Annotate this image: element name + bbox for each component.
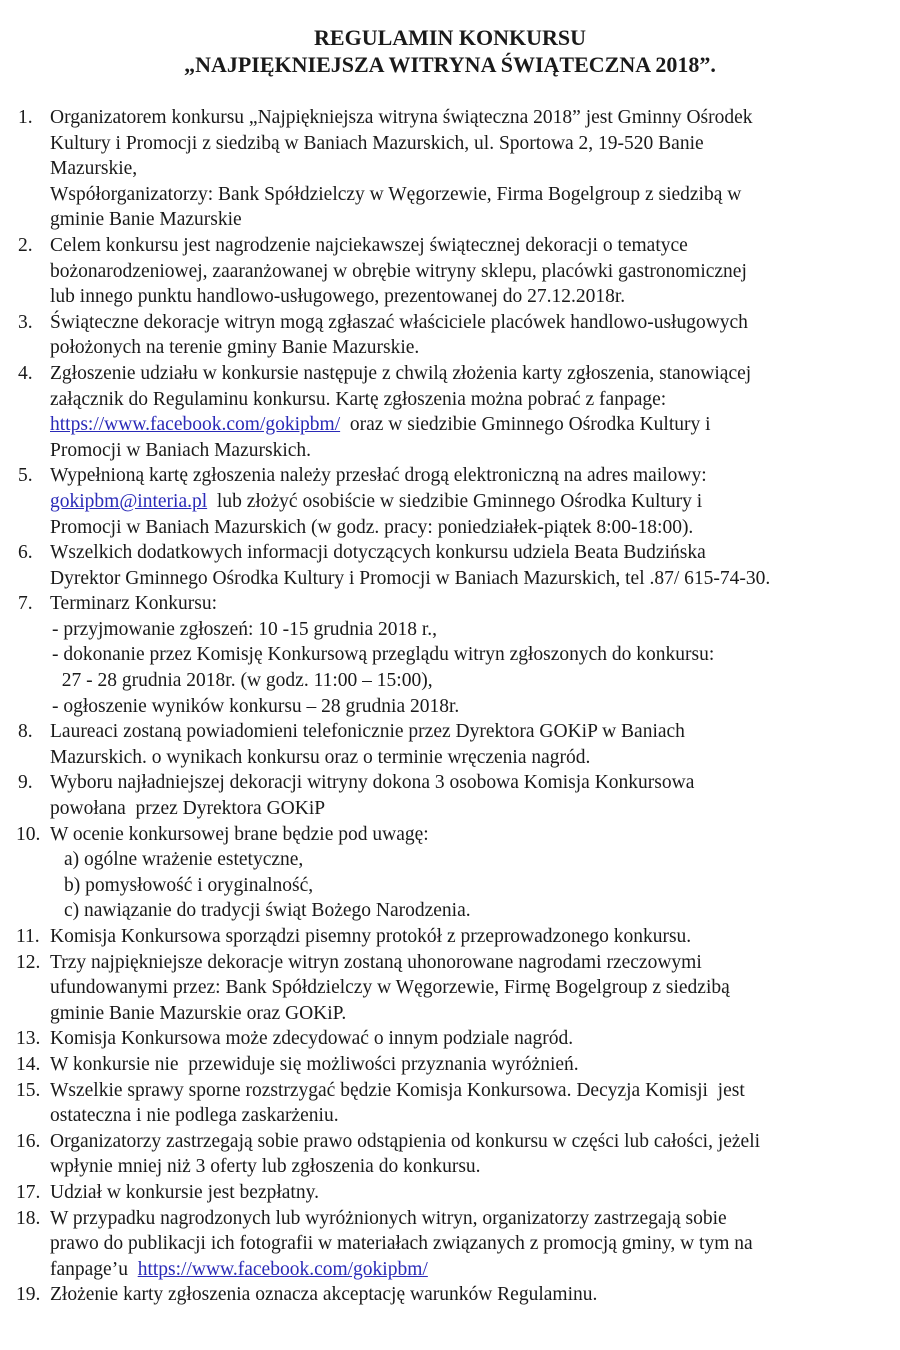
rule-item bbox=[0, 1078, 880, 1129]
schedule-item: - ogłoszenie wyników konkursu – 28 grudnia 2018r. bbox=[52, 695, 460, 717]
rule-item bbox=[0, 1206, 880, 1283]
facebook-link[interactable]: https://www.facebook.com/gokipbm/ bbox=[50, 414, 341, 436]
rule-number: 5. bbox=[18, 465, 33, 487]
rule-number: 11. bbox=[16, 926, 40, 947]
rule-item bbox=[0, 1282, 880, 1308]
rule-text: Dyrektor Gminnego Ośrodka Kultury i Promocji w Baniach Mazurskich, tel .87/ 615-74-30. bbox=[50, 567, 771, 589]
rule-text: wpłynie mniej niż 3 oferty lub zgłoszenia do konkursu. bbox=[50, 1156, 481, 1178]
schedule-item: 27 - 28 grudnia 2018r. (w godz. 11:00 – 15:00), bbox=[52, 670, 433, 692]
rule-item bbox=[0, 1052, 880, 1078]
rule-item bbox=[0, 233, 880, 310]
rule-text: Organizatorzy zastrzegają sobie prawo odstąpienia od konkursu w części lub całości, jeżeli bbox=[50, 1130, 761, 1152]
rule-item bbox=[0, 310, 880, 361]
rule-text-with-link bbox=[50, 1257, 880, 1283]
rule-text: Złożenie karty zgłoszenia oznacza akceptację warunków Regulaminu. bbox=[50, 1284, 598, 1306]
rules-list bbox=[0, 105, 880, 1308]
rule-item bbox=[0, 591, 880, 719]
rule-text: Wyboru najładniejszej dekoracji witryny dokona 3 osobowa Komisja Konkursowa bbox=[50, 772, 695, 794]
rule-text: ostateczna i nie podlega zaskarżeniu. bbox=[50, 1105, 339, 1127]
rule-text: oraz w siedzibie Gminnego Ośrodka Kultury i bbox=[340, 414, 711, 436]
rule-text: powołana przez Dyrektora GOKiP bbox=[50, 798, 326, 820]
rule-item bbox=[0, 1026, 880, 1052]
rule-item bbox=[0, 719, 880, 770]
rule-item bbox=[0, 361, 880, 463]
rule-text: położonych na terenie gminy Banie Mazurskie. bbox=[50, 337, 420, 359]
rule-text: Świąteczne dekoracje witryn mogą zgłaszać właściciele placówek handlowo-usługowych bbox=[50, 311, 748, 333]
schedule-item: - dokonanie przez Komisję Konkursową przeglądu witryn zgłoszonych do konkursu: bbox=[52, 644, 715, 666]
rule-item bbox=[0, 1180, 880, 1206]
rule-number: 12. bbox=[16, 951, 41, 973]
rule-number: 19. bbox=[16, 1284, 41, 1306]
rule-number: 4. bbox=[18, 362, 33, 384]
rule-text: lub złożyć osobiście w siedzibie Gminnego Ośrodka Kultury i bbox=[207, 490, 703, 512]
rule-number: 13. bbox=[16, 1028, 41, 1050]
rule-item bbox=[0, 822, 880, 924]
rule-text: W ocenie konkursowej brane będzie pod uwagę: bbox=[50, 823, 429, 845]
rule-number: 17. bbox=[16, 1181, 41, 1203]
schedule-item: - przyjmowanie zgłoszeń: 10 -15 grudnia 2018 r., bbox=[52, 618, 438, 640]
rule-text: gminie Banie Mazurskie bbox=[50, 209, 242, 231]
rule-text: Komisja Konkursowa sporządzi pisemny protokół z przeprowadzonego konkursu. bbox=[50, 926, 692, 947]
rule-item bbox=[0, 1129, 880, 1180]
rule-item bbox=[0, 463, 880, 540]
rule-text: Mazurskich. o wynikach konkursu oraz o terminie wręczenia nagród. bbox=[50, 746, 591, 768]
rule-text: Zgłoszenie udziału w konkursie następuje z chwilą złożenia karty zgłoszenia, stanowiącej bbox=[50, 362, 752, 384]
rule-number: 7. bbox=[18, 593, 33, 615]
rule-item bbox=[0, 950, 880, 1027]
criteria-item: a) ogólne wrażenie estetyczne, bbox=[64, 849, 304, 871]
facebook-link[interactable]: https://www.facebook.com/gokipbm/ bbox=[137, 1258, 428, 1280]
rule-number: 14. bbox=[16, 1053, 41, 1075]
rule-number: 2. bbox=[18, 234, 33, 256]
rule-number: 1. bbox=[18, 107, 33, 128]
rule-text: Organizatorem konkursu „Najpiękniejsza witryna świąteczna 2018” jest Gminny Ośrodek bbox=[50, 107, 753, 128]
rule-number: 8. bbox=[18, 721, 33, 743]
document-title: REGULAMIN KONKURSU bbox=[314, 25, 586, 50]
rule-text-with-link bbox=[50, 489, 880, 515]
rule-text: Wszelkie sprawy sporne rozstrzygać będzie Komisja Konkursowa. Decyzja Komisji jest bbox=[50, 1079, 745, 1101]
rule-number: 9. bbox=[18, 772, 33, 794]
document-subtitle: „NAJPIĘKNIEJSZA WITRYNA ŚWIĄTECZNA 2018”. bbox=[184, 52, 716, 77]
rule-text: Promocji w Baniach Mazurskich (w godz. pracy: poniedziałek-piątek 8:00-18:00). bbox=[50, 516, 694, 538]
rule-text: Mazurskie, bbox=[50, 158, 138, 180]
rule-item bbox=[0, 924, 880, 950]
rule-number: 10. bbox=[16, 823, 41, 845]
rule-text: Celem konkursu jest nagrodzenie najciekawszej świątecznej dekoracji o tematyce bbox=[50, 234, 688, 256]
rule-text: ufundowanymi przez: Bank Spółdzielczy w Węgorzewie, Firmę Bogelgroup z siedzibą bbox=[50, 977, 730, 999]
criteria-item: c) nawiązanie do tradycji świąt Bożego Narodzenia. bbox=[64, 900, 471, 922]
rule-text: Wszelkich dodatkowych informacji dotyczących konkursu udziela Beata Budzińska bbox=[50, 542, 706, 564]
rule-text: W przypadku nagrodzonych lub wyróżnionych witryn, organizatorzy zastrzegają sobie bbox=[50, 1207, 727, 1229]
rule-text: załącznik do Regulaminu konkursu. Kartę zgłoszenia można pobrać z fanpage: bbox=[50, 388, 667, 410]
rule-text: lub innego punktu handlowo-usługowego, prezentowanej do 27.12.2018r. bbox=[50, 286, 626, 308]
rule-item bbox=[0, 105, 880, 233]
rule-text: Promocji w Baniach Mazurskich. bbox=[50, 439, 312, 461]
rule-text: Laureaci zostaną powiadomieni telefonicznie przez Dyrektora GOKiP w Baniach bbox=[50, 721, 685, 743]
rule-number: 18. bbox=[16, 1207, 41, 1229]
rule-text: W konkursie nie przewiduje się możliwości przyznania wyróżnień. bbox=[50, 1053, 579, 1075]
rule-item bbox=[0, 770, 880, 821]
criteria-item: b) pomysłowość i oryginalność, bbox=[64, 874, 314, 896]
rule-text: gminie Banie Mazurskie oraz GOKiP. bbox=[50, 1002, 347, 1024]
rule-text: Kultury i Promocji z siedzibą w Baniach Mazurskich, ul. Sportowa 2, 19-520 Banie bbox=[50, 132, 704, 154]
rule-text: Trzy najpiękniejsze dekoracje witryn zostaną uhonorowane nagrodami rzeczowymi bbox=[50, 951, 702, 973]
rule-text: Terminarz Konkursu: bbox=[50, 593, 218, 615]
rule-number: 16. bbox=[16, 1130, 41, 1152]
rule-text-with-link bbox=[50, 412, 880, 438]
rule-text: bożonarodzeniowej, zaaranżowanej w obrębie witryny sklepu, placówki gastronomicznej bbox=[50, 260, 747, 282]
rule-number: 15. bbox=[16, 1079, 41, 1101]
rule-text: prawo do publikacji ich fotografii w materiałach związanych z promocją gminy, w tym na bbox=[50, 1233, 753, 1255]
rule-text: fanpage’u bbox=[50, 1258, 138, 1280]
rule-text: Komisja Konkursowa może zdecydować o innym podziale nagród. bbox=[50, 1028, 574, 1050]
email-link[interactable]: gokipbm@interia.pl bbox=[50, 490, 208, 512]
rule-text: Współorganizatorzy: Bank Spółdzielczy w Węgorzewie, Firma Bogelgroup z siedzibą w bbox=[50, 183, 742, 205]
rule-number: 6. bbox=[18, 542, 33, 564]
rule-item bbox=[0, 540, 880, 591]
rule-number: 3. bbox=[18, 311, 33, 333]
rule-text: Udział w konkursie jest bezpłatny. bbox=[50, 1181, 319, 1203]
rule-text: Wypełnioną kartę zgłoszenia należy przesłać drogą elektroniczną na adres mailowy: bbox=[50, 465, 707, 487]
